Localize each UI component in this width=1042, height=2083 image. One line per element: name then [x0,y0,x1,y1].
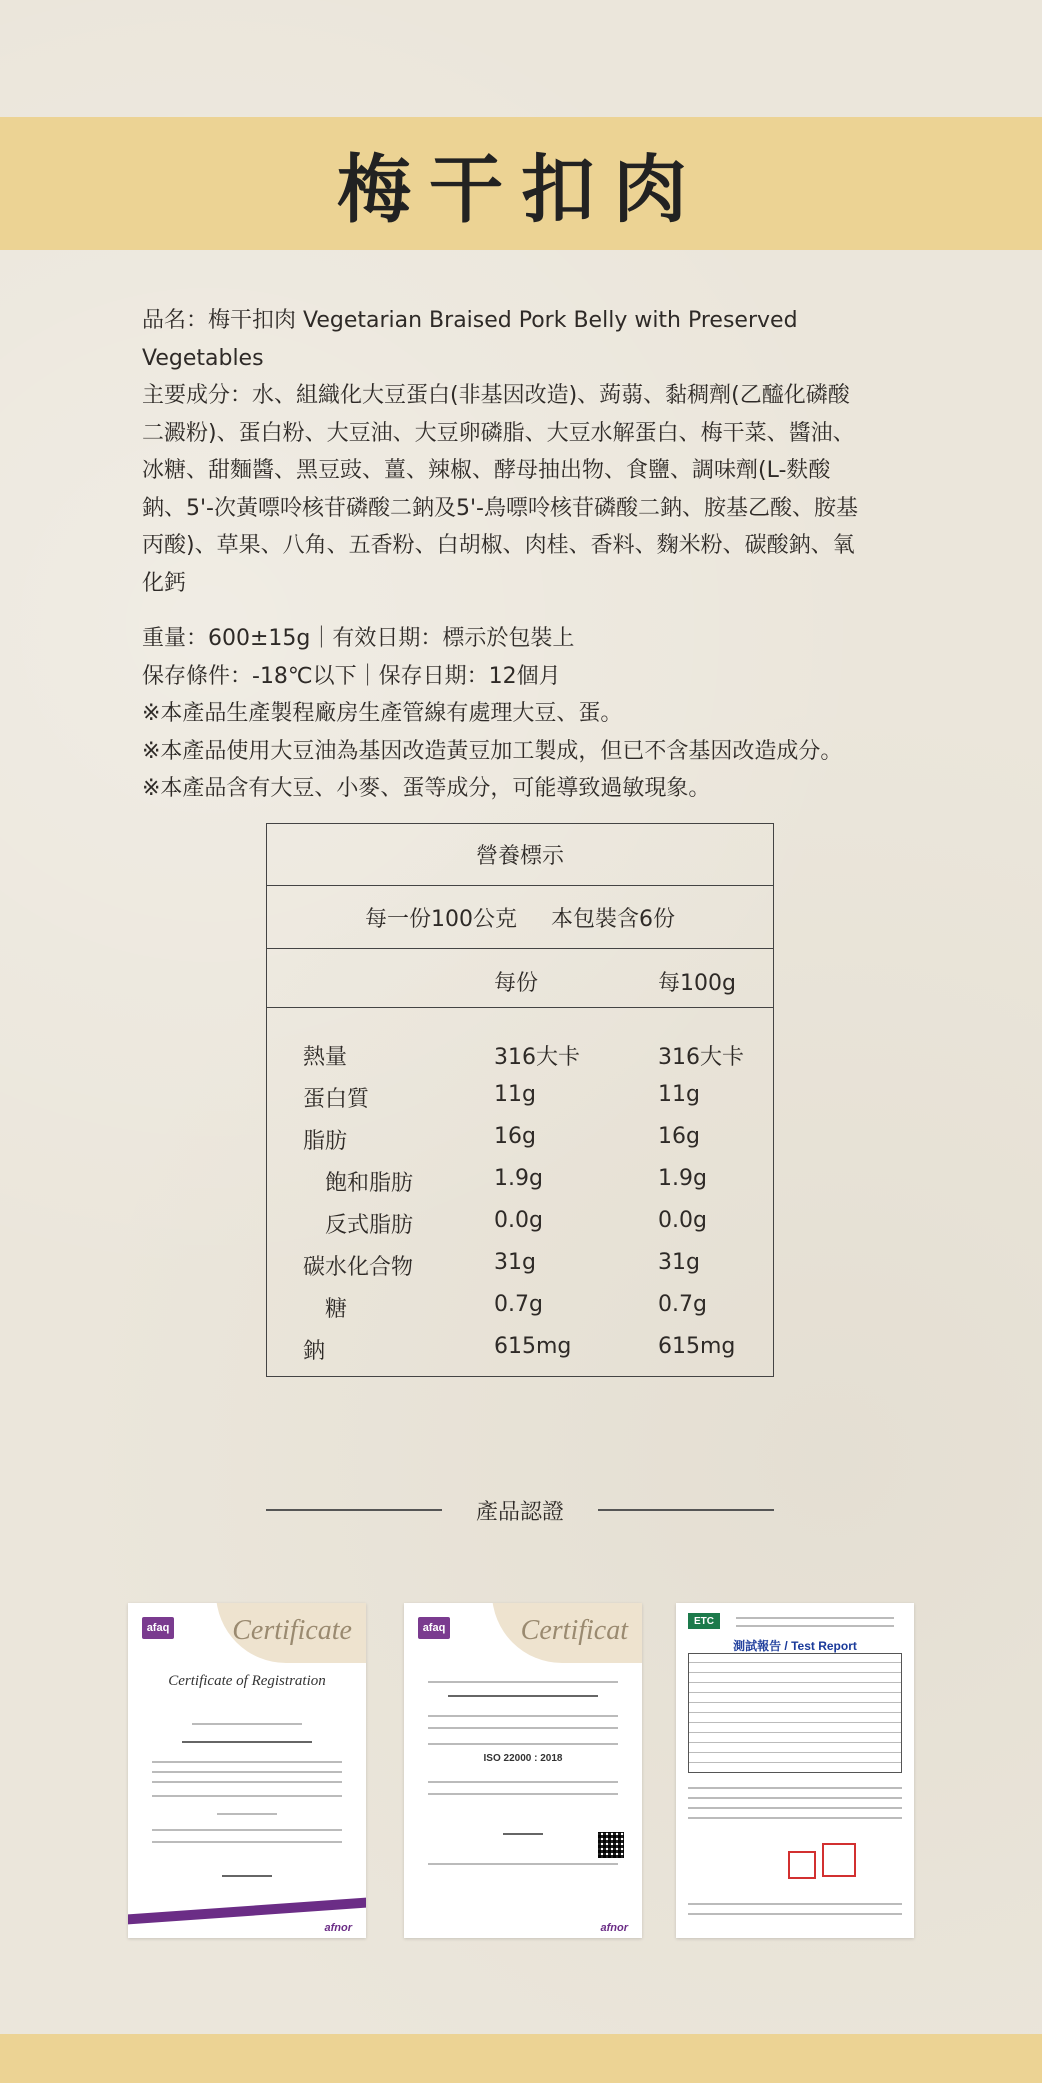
afaq-logo: afaq [418,1617,450,1639]
iso-standard: ISO 22000 : 2018 [483,1753,563,1764]
table-row [267,1330,773,1372]
text-line [428,1863,618,1865]
per-100g-value: 31g [658,1250,700,1275]
product-description [142,302,912,808]
text-line [688,1797,902,1799]
text-line [688,1913,902,1915]
certification-heading: 產品認證 [475,1499,564,1525]
serving-size: 每一份100公克 [365,906,517,932]
text-line [428,1681,618,1683]
nutrition-heading-row [267,824,773,886]
table-row [267,1246,773,1288]
per-serving-value: 316大卡 [494,1045,580,1070]
desc-line: 化鈣 [142,570,187,596]
note-line: 保存條件：-18℃以下｜保存日期：12個月 [142,663,561,689]
table-row [267,1078,773,1120]
per-serving-value: 1.9g [494,1166,543,1191]
col-per-serving: 每份 [494,971,539,996]
per-serving-value: 16g [494,1124,536,1149]
per-100g-value: 0.7g [658,1292,707,1317]
text-line [448,1695,598,1697]
per-100g-value: 615mg [658,1334,736,1359]
afaq-logo: afaq [142,1617,174,1639]
test-report-title: 測試報告 / Test Report [733,1639,857,1653]
text-line [428,1793,618,1795]
text-line [688,1817,902,1819]
certification-heading-row [266,1490,774,1530]
note-line: ※本產品含有大豆、小麥、蛋等成分，可能導致過敏現象。 [142,776,711,801]
table-row [267,1036,773,1078]
certificate-title: Certificat [520,1615,628,1646]
text-line [428,1743,618,1745]
divider [598,1509,774,1511]
serving-row [267,886,773,949]
nutrient-name: 脂肪 [303,1129,348,1154]
per-100g-value: 1.9g [658,1166,707,1191]
text-line [152,1841,342,1843]
col-per-100g: 每100g [658,971,736,996]
divider [266,1509,442,1511]
table-row [267,1120,773,1162]
certificate-image-3[interactable] [676,1603,914,1938]
text-line [152,1761,342,1763]
table-row [267,1288,773,1330]
note-line: ※本產品使用大豆油為基因改造黃豆加工製成，但已不含基因改造成分。 [142,738,843,764]
table-row [267,1162,773,1204]
per-serving-value: 11g [494,1082,536,1107]
text-line [152,1795,342,1797]
signature [503,1833,543,1835]
text-line [688,1807,902,1809]
certificate-subtitle: Certificate of Registration [168,1673,326,1689]
desc-line: 丙酸)、草果、八角、五香粉、白胡椒、肉桂、香料、麴米粉、碳酸鈉、氧 [142,533,855,558]
afnor-logo: afnor [600,1922,628,1934]
text-line [152,1771,342,1773]
column-header-row [267,949,773,1008]
per-serving-value: 31g [494,1250,536,1275]
text-line [428,1727,618,1729]
text-line [688,1787,902,1789]
desc-line: 二澱粉)、蛋白粉、大豆油、大豆卵磷脂、大豆水解蛋白、梅干菜、醬油、 [142,420,855,446]
text-line [152,1829,342,1831]
qr-code-icon [598,1832,624,1858]
note-line: 重量：600±15g｜有效日期：標示於包裝上 [142,626,575,651]
nutrition-body [267,1008,773,1372]
text-line [688,1903,902,1905]
afnor-logo: afnor [324,1922,352,1934]
per-100g-value: 0.0g [658,1208,707,1233]
servings-per-package: 本包裝含6份 [551,906,675,932]
per-serving-value: 0.7g [494,1292,543,1317]
text-line [736,1617,894,1619]
text-line [217,1813,277,1815]
per-serving-value: 0.0g [494,1208,543,1233]
nutrient-name: 蛋白質 [303,1087,370,1112]
text-line [428,1781,618,1783]
text-line [182,1741,312,1743]
certificate-title: Certificate [232,1615,352,1646]
desc-line: 冰糖、甜麵醬、黑豆豉、薑、辣椒、酵母抽出物、食鹽、調味劑(L-麩酸 [142,458,831,483]
desc-line: 主要成分：水、組織化大豆蛋白(非基因改造)、蒟蒻、黏稠劑(乙醯化磷酸 [142,383,850,408]
certificate-image-1[interactable] [128,1603,366,1938]
text-line [192,1723,302,1725]
text-line [152,1781,342,1783]
nutrient-name: 鈉 [303,1339,326,1364]
certificate-image-2[interactable] [404,1603,642,1938]
desc-line: 鈉、5'-次黃嘌呤核苷磷酸二鈉及5'-鳥嘌呤核苷磷酸二鈉、胺基乙酸、胺基 [142,495,858,521]
desc-line: 品名：梅干扣肉 Vegetarian Braised Pork Belly with Preserved Vegetables [142,308,798,371]
text-line [736,1625,894,1627]
red-seal-icon [822,1843,856,1877]
per-serving-value: 615mg [494,1334,572,1359]
etc-logo: ETC [688,1613,720,1629]
purple-bar [128,1898,366,1925]
nutrient-name: 碳水化合物 [303,1255,414,1280]
text-line [428,1715,618,1717]
per-100g-value: 11g [658,1082,700,1107]
nutrient-name: 飽和脂肪 [325,1171,414,1196]
table-row [267,1204,773,1246]
nutrition-table [266,823,774,1377]
nutrient-name: 糖 [325,1297,348,1322]
bottom-band [0,2034,1042,2083]
product-title: 梅干扣肉 [337,146,705,233]
nutrition-heading: 營養標示 [475,844,564,869]
per-100g-value: 16g [658,1124,700,1149]
nutrient-name: 熱量 [303,1045,348,1070]
red-stamp-icon [788,1851,816,1879]
per-100g-value: 316大卡 [658,1045,744,1070]
title-band [0,117,1042,250]
nutrient-name: 反式脂肪 [325,1213,414,1238]
note-line: ※本產品生產製程廠房生產管線有處理大豆、蛋。 [142,701,623,726]
signature [222,1875,272,1877]
report-table [688,1653,902,1773]
